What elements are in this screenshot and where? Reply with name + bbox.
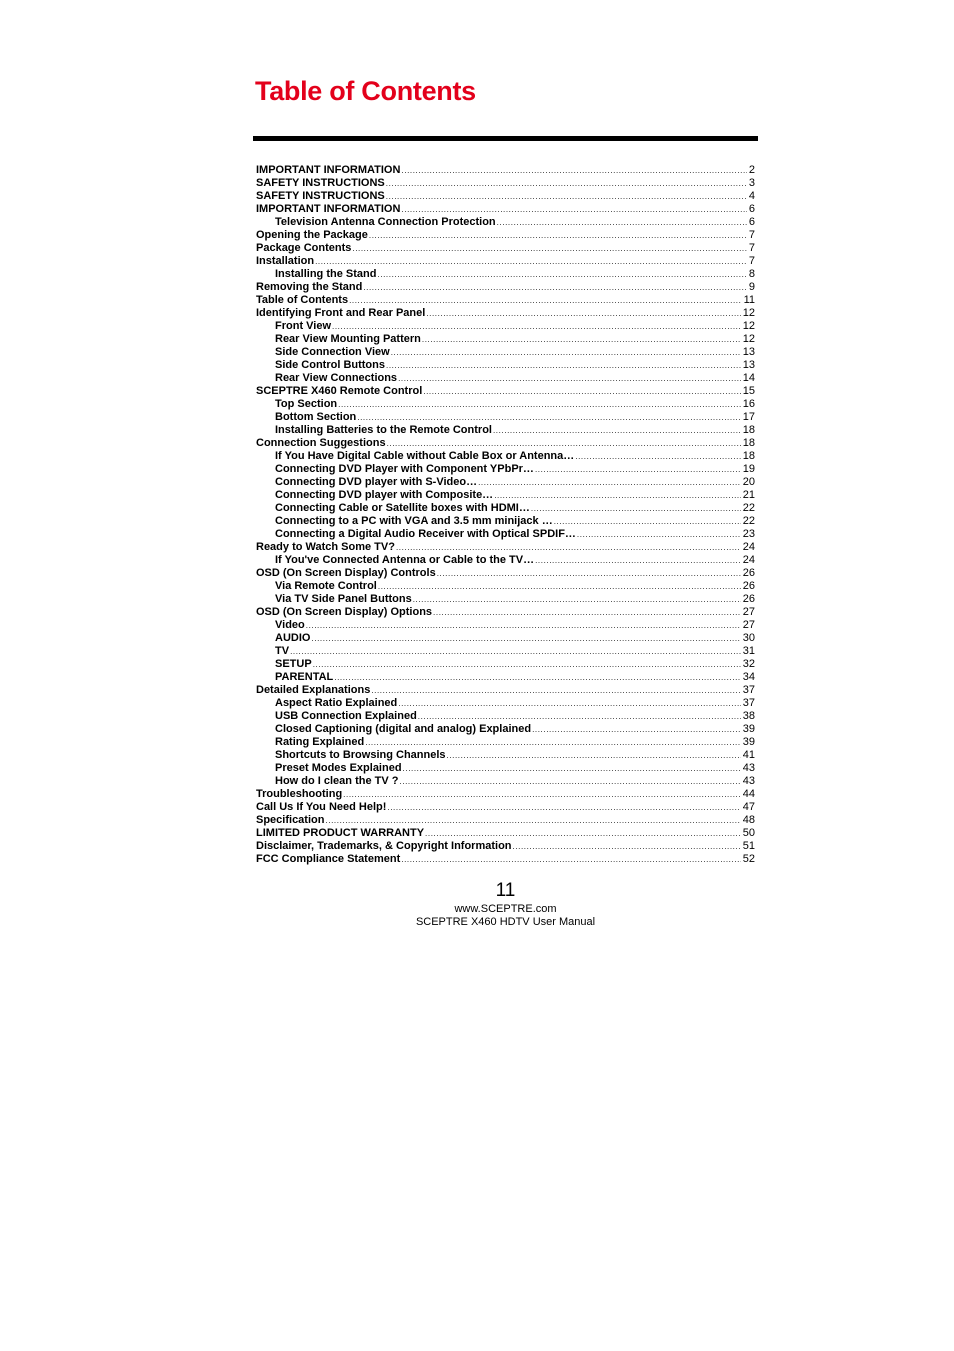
toc-entry-page: 26 xyxy=(742,567,755,579)
toc-entry[interactable] xyxy=(256,320,755,333)
toc-entry-label: If You've Connected Antenna or Cable to the TV… xyxy=(275,554,535,566)
toc-entry[interactable] xyxy=(256,671,755,684)
toc-dot-leader xyxy=(433,606,741,619)
toc-entry-page: 2 xyxy=(748,164,755,176)
toc-entry-page: 52 xyxy=(742,853,755,865)
toc-entry-label: AUDIO xyxy=(275,632,311,644)
toc-entry-page: 7 xyxy=(748,229,755,241)
toc-entry-page: 26 xyxy=(742,593,755,605)
toc-entry-label: Installing Batteries to the Remote Control xyxy=(275,424,492,436)
toc-entry-page: 13 xyxy=(742,346,755,358)
toc-entry[interactable] xyxy=(256,645,755,658)
toc-entry-label: Connecting DVD player with S-Video… xyxy=(275,476,478,488)
toc-dot-leader xyxy=(377,268,746,281)
toc-entry-page: 48 xyxy=(742,814,755,826)
toc-entry-page: 43 xyxy=(742,762,755,774)
toc-dot-leader xyxy=(398,372,741,385)
toc-dot-leader xyxy=(343,788,741,801)
toc-entry[interactable] xyxy=(256,567,755,580)
toc-dot-leader xyxy=(437,567,741,580)
toc-dot-leader xyxy=(371,684,740,697)
toc-entry-page: 12 xyxy=(742,307,755,319)
toc-entry[interactable] xyxy=(256,827,755,840)
toc-entry-page: 3 xyxy=(748,177,755,189)
toc-dot-leader xyxy=(493,424,741,437)
toc-dot-leader xyxy=(387,437,741,450)
toc-entry-page: 18 xyxy=(742,424,755,436)
toc-dot-leader xyxy=(325,814,740,827)
toc-entry-page: 23 xyxy=(742,528,755,540)
toc-entry[interactable] xyxy=(256,177,755,190)
toc-dot-leader xyxy=(378,580,741,593)
toc-entry-label: Disclaimer, Trademarks, & Copyright Information xyxy=(256,840,512,852)
toc-entry-label: Identifying Front and Rear Panel xyxy=(256,307,426,319)
toc-entry-page: 17 xyxy=(742,411,755,423)
toc-entry-page: 44 xyxy=(742,788,755,800)
toc-entry-label: Top Section xyxy=(275,398,338,410)
toc-entry-label: TV xyxy=(275,645,290,657)
toc-dot-leader xyxy=(387,801,740,814)
toc-entry[interactable] xyxy=(256,385,755,398)
toc-entry[interactable] xyxy=(256,840,755,853)
toc-entry-page: 13 xyxy=(742,359,755,371)
toc-dot-leader xyxy=(513,840,741,853)
toc-entry-page: 7 xyxy=(748,255,755,267)
toc-entry-page: 24 xyxy=(742,541,755,553)
toc-dot-leader xyxy=(357,411,740,424)
toc-entry-label: PARENTAL xyxy=(275,671,334,683)
toc-dot-leader xyxy=(334,671,740,684)
page-number: 11 xyxy=(495,880,516,901)
toc-entry[interactable] xyxy=(256,762,755,775)
toc-entry[interactable] xyxy=(256,801,755,814)
toc-entry[interactable] xyxy=(256,632,755,645)
toc-entry-label: How do I clean the TV ? xyxy=(275,775,399,787)
toc-entry-page: 51 xyxy=(742,840,755,852)
toc-entry-label: Front View xyxy=(275,320,332,332)
toc-entry-page: 21 xyxy=(742,489,755,501)
toc-entry-page: 20 xyxy=(742,476,755,488)
table-of-contents xyxy=(256,164,755,866)
toc-dot-leader xyxy=(315,255,747,268)
toc-dot-leader xyxy=(369,229,747,242)
toc-entry-label: Removing the Stand xyxy=(256,281,363,293)
toc-dot-leader xyxy=(352,242,747,255)
toc-dot-leader xyxy=(401,203,746,216)
toc-entry[interactable] xyxy=(256,450,755,463)
toc-entry-page: 15 xyxy=(742,385,755,397)
page-title: Table of Contents xyxy=(255,76,476,106)
toc-entry-page: 22 xyxy=(742,515,755,527)
toc-entry[interactable] xyxy=(256,411,755,424)
toc-entry[interactable] xyxy=(256,203,755,216)
toc-entry[interactable] xyxy=(256,788,755,801)
toc-entry-label: OSD (On Screen Display) Controls xyxy=(256,567,436,579)
toc-entry-page: 8 xyxy=(748,268,755,280)
toc-entry[interactable] xyxy=(256,593,755,606)
toc-dot-leader xyxy=(497,216,747,229)
toc-dot-leader xyxy=(531,502,741,515)
toc-entry[interactable] xyxy=(256,398,755,411)
toc-entry-label: Rear View Connections xyxy=(275,372,398,384)
toc-entry[interactable] xyxy=(256,710,755,723)
toc-dot-leader xyxy=(413,593,741,606)
toc-entry-page: 11 xyxy=(743,294,755,306)
toc-entry-label: Connection Suggestions xyxy=(256,437,386,449)
toc-entry[interactable] xyxy=(256,489,755,502)
toc-entry-label: Via TV Side Panel Buttons xyxy=(275,593,412,605)
toc-entry-label: USB Connection Explained xyxy=(275,710,417,722)
toc-entry[interactable] xyxy=(256,528,755,541)
toc-entry[interactable] xyxy=(256,502,755,515)
toc-entry-label: If You Have Digital Cable without Cable Box or Antenna… xyxy=(275,450,575,462)
toc-entry-label: IMPORTANT INFORMATION xyxy=(256,203,401,215)
toc-entry-page: 7 xyxy=(748,242,755,254)
toc-entry-label: Via Remote Control xyxy=(275,580,377,592)
toc-dot-leader xyxy=(396,541,741,554)
toc-entry-page: 34 xyxy=(742,671,755,683)
toc-entry-page: 22 xyxy=(742,502,755,514)
toc-entry-page: 41 xyxy=(742,749,755,761)
toc-dot-leader xyxy=(399,775,740,788)
toc-dot-leader xyxy=(426,307,740,320)
toc-entry[interactable] xyxy=(256,541,755,554)
toc-dot-leader xyxy=(290,645,741,658)
toc-dot-leader xyxy=(363,281,747,294)
toc-entry-page: 37 xyxy=(742,697,755,709)
toc-dot-leader xyxy=(332,320,741,333)
toc-entry-label: Package Contents xyxy=(256,242,352,254)
toc-entry-label: Side Connection View xyxy=(275,346,390,358)
toc-entry-label: Ready to Watch Some TV? xyxy=(256,541,395,553)
toc-entry[interactable] xyxy=(256,307,755,320)
toc-entry-page: 38 xyxy=(742,710,755,722)
toc-entry-label: Television Antenna Connection Protection xyxy=(275,216,496,228)
toc-entry[interactable] xyxy=(256,606,755,619)
toc-entry-page: 27 xyxy=(742,606,755,618)
toc-entry[interactable] xyxy=(256,684,755,697)
toc-entry-label: SAFETY INSTRUCTIONS xyxy=(256,177,385,189)
toc-entry-label: Installation xyxy=(256,255,315,267)
toc-entry-label: SCEPTRE X460 Remote Control xyxy=(256,385,423,397)
toc-entry[interactable] xyxy=(256,359,755,372)
toc-entry-page: 6 xyxy=(748,216,755,228)
toc-dot-leader xyxy=(422,333,741,346)
toc-entry-label: Preset Modes Explained xyxy=(275,762,402,774)
toc-entry[interactable] xyxy=(256,736,755,749)
toc-entry-label: Specification xyxy=(256,814,325,826)
toc-entry[interactable] xyxy=(256,333,755,346)
toc-entry-page: 14 xyxy=(742,372,755,384)
toc-entry-page: 9 xyxy=(748,281,755,293)
toc-entry-label: Table of Contents xyxy=(256,294,349,306)
toc-entry[interactable] xyxy=(256,372,755,385)
toc-dot-leader xyxy=(386,359,741,372)
toc-entry-page: 47 xyxy=(742,801,755,813)
toc-entry-label: Shortcuts to Browsing Channels xyxy=(275,749,446,761)
toc-entry-label: Troubleshooting xyxy=(256,788,343,800)
toc-entry-label: Detailed Explanations xyxy=(256,684,371,696)
toc-dot-leader xyxy=(306,619,741,632)
toc-entry[interactable] xyxy=(256,554,755,567)
toc-entry-page: 30 xyxy=(742,632,755,644)
toc-entry-label: Rating Explained xyxy=(275,736,365,748)
toc-entry[interactable] xyxy=(256,216,755,229)
toc-entry-page: 4 xyxy=(748,190,755,202)
toc-entry-page: 12 xyxy=(742,333,755,345)
toc-dot-leader xyxy=(535,463,741,476)
toc-entry-label: Connecting DVD player with Composite… xyxy=(275,489,494,501)
toc-entry-page: 16 xyxy=(742,398,755,410)
toc-entry-label: OSD (On Screen Display) Options xyxy=(256,606,433,618)
toc-entry-page: 18 xyxy=(742,437,755,449)
toc-entry[interactable] xyxy=(256,515,755,528)
toc-dot-leader xyxy=(418,710,741,723)
toc-dot-leader xyxy=(532,723,741,736)
toc-dot-leader xyxy=(403,762,741,775)
toc-entry[interactable] xyxy=(256,281,755,294)
toc-dot-leader xyxy=(349,294,742,307)
toc-entry-label: Bottom Section xyxy=(275,411,357,423)
toc-entry-label: Rear View Mounting Pattern xyxy=(275,333,421,345)
toc-dot-leader xyxy=(313,658,741,671)
toc-entry[interactable] xyxy=(256,658,755,671)
toc-entry[interactable] xyxy=(256,437,755,450)
toc-entry-page: 39 xyxy=(742,736,755,748)
toc-entry-label: IMPORTANT INFORMATION xyxy=(256,164,401,176)
toc-entry-page: 24 xyxy=(742,554,755,566)
toc-entry[interactable] xyxy=(256,853,755,866)
toc-entry-page: 12 xyxy=(742,320,755,332)
toc-entry-label: Connecting a Digital Audio Receiver with Optical SPDIF… xyxy=(275,528,576,540)
toc-dot-leader xyxy=(478,476,741,489)
toc-entry[interactable] xyxy=(256,229,755,242)
toc-entry[interactable] xyxy=(256,723,755,736)
toc-dot-leader xyxy=(386,190,747,203)
toc-entry-page: 37 xyxy=(742,684,755,696)
toc-entry-label: Closed Captioning (digital and analog) Explained xyxy=(275,723,532,735)
toc-entry[interactable] xyxy=(256,580,755,593)
website-url: www.SCEPTRE.com xyxy=(454,903,557,915)
toc-entry-label: SAFETY INSTRUCTIONS xyxy=(256,190,385,202)
toc-entry-label: Aspect Ratio Explained xyxy=(275,697,398,709)
toc-entry[interactable] xyxy=(256,697,755,710)
toc-entry[interactable] xyxy=(256,242,755,255)
toc-entry-page: 50 xyxy=(742,827,755,839)
toc-dot-leader xyxy=(447,749,741,762)
toc-entry-label: Opening the Package xyxy=(256,229,368,241)
toc-dot-leader xyxy=(401,164,746,177)
toc-entry[interactable] xyxy=(256,268,755,281)
toc-entry[interactable] xyxy=(256,294,755,307)
toc-entry-label: Connecting DVD Player with Component YPbPr… xyxy=(275,463,534,475)
manual-name: SCEPTRE X460 HDTV User Manual xyxy=(415,916,596,928)
toc-dot-leader xyxy=(425,827,741,840)
toc-entry-label: Video xyxy=(275,619,305,631)
toc-entry[interactable] xyxy=(256,346,755,359)
toc-entry-label: Connecting Cable or Satellite boxes with HDMI… xyxy=(275,502,530,514)
toc-dot-leader xyxy=(391,346,741,359)
toc-dot-leader xyxy=(365,736,741,749)
toc-entry[interactable] xyxy=(256,463,755,476)
toc-entry-page: 18 xyxy=(742,450,755,462)
toc-dot-leader xyxy=(423,385,740,398)
toc-entry-label: SETUP xyxy=(275,658,312,670)
toc-dot-leader xyxy=(575,450,740,463)
toc-dot-leader xyxy=(494,489,741,502)
toc-entry[interactable] xyxy=(256,476,755,489)
toc-entry-label: FCC Compliance Statement xyxy=(256,853,401,865)
toc-entry[interactable] xyxy=(256,619,755,632)
toc-entry[interactable] xyxy=(256,164,755,177)
toc-entry-label: Installing the Stand xyxy=(275,268,377,280)
toc-entry-label: Connecting to a PC with VGA and 3.5 mm minijack … xyxy=(275,515,553,527)
toc-entry-label: Side Control Buttons xyxy=(275,359,385,371)
toc-entry-page: 43 xyxy=(742,775,755,787)
toc-entry[interactable] xyxy=(256,749,755,762)
toc-dot-leader xyxy=(398,697,740,710)
toc-dot-leader xyxy=(401,853,741,866)
toc-entry-page: 27 xyxy=(742,619,755,631)
toc-entry-page: 26 xyxy=(742,580,755,592)
toc-dot-leader xyxy=(577,528,741,541)
toc-entry-label: Call Us If You Need Help! xyxy=(256,801,387,813)
toc-entry[interactable] xyxy=(256,814,755,827)
toc-entry-page: 39 xyxy=(742,723,755,735)
toc-dot-leader xyxy=(535,554,741,567)
toc-dot-leader xyxy=(386,177,747,190)
toc-dot-leader xyxy=(311,632,740,645)
toc-entry[interactable] xyxy=(256,424,755,437)
toc-entry[interactable] xyxy=(256,255,755,268)
toc-entry-page: 32 xyxy=(742,658,755,670)
toc-dot-leader xyxy=(554,515,741,528)
toc-entry-label: LIMITED PRODUCT WARRANTY xyxy=(256,827,425,839)
toc-entry[interactable] xyxy=(256,190,755,203)
toc-entry[interactable] xyxy=(256,775,755,788)
toc-dot-leader xyxy=(338,398,741,411)
toc-entry-page: 6 xyxy=(748,203,755,215)
toc-entry-page: 19 xyxy=(742,463,755,475)
title-rule xyxy=(253,136,758,141)
toc-entry-page: 31 xyxy=(742,645,755,657)
